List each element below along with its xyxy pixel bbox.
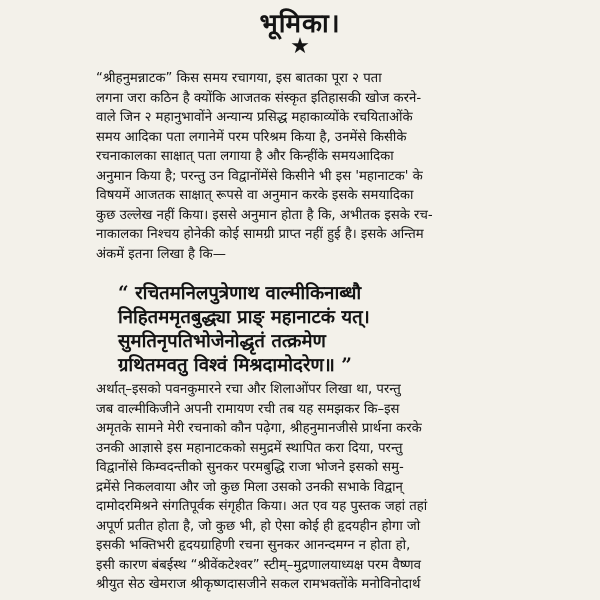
text-line: कुछ उल्लेख नहीं किया। इससे अनुमान होता है कि, अभीतक इसके रच- (96, 207, 433, 223)
verse-line: “ रचितमनिलपुत्रेणाथ वाल्मीकिनाब्धौ (118, 283, 362, 304)
text-line: रचनाकालका साक्षात् पता लगाया है और किन्हींके समयआदिका (96, 149, 394, 164)
text-line: अनुमान किया है; परन्तु उन विद्वानोंमेंसे किसीने भी इस 'महानाटक' के (96, 168, 423, 184)
text-line: द्रमेंसे निकलवाया और जो कुछ मिला उसको उनकी सभाके विद्वान् (96, 479, 403, 495)
text-line: वाले जिन २ महानुभावोंने अन्यान्य प्रसिद्ध महाकाव्योंके रचयिताओंके (96, 110, 413, 125)
page-title: भूमिका। (259, 9, 341, 39)
text-line: अमृतके सामने मेरी रचनाको कौन पढ़ेगा, श्रीहनुमानजीसे प्रार्थना करके (96, 421, 422, 436)
text-line: विषयमें आजतक साक्षात् रूपसे वा अनुमान करके इसके समयादिका (96, 188, 414, 203)
text-line: जब वाल्मीकिजीने अपनी रामायण रची तब यह समझकर कि–इस (96, 401, 400, 417)
text-line: “श्रीहनुमन्नाटक” किस समय रचागया, इस बातका पूरा २ पता (96, 71, 382, 86)
paragraph-intro (96, 69, 520, 264)
paragraph-explanation (96, 380, 520, 595)
verse-line: निहितममृतबुद्ध्या प्राङ् महानाटकं यत्। (118, 307, 370, 328)
sanskrit-verse (118, 282, 518, 378)
text-line: उनकी आज्ञासे इस महानाटकको समुद्रमें स्थापित करा दिया, परन्तु (96, 440, 403, 456)
verse-line: ग्रथितमवतु विश्वं मिश्रदामोदरेण॥ ” (118, 355, 352, 376)
verse-line: सुमतिनृपतिभोजेनोद्धृतं तत्क्रमेण (118, 331, 326, 352)
star-ornament: ★ (290, 34, 310, 59)
text-line: अंकमें इतना लिखा है कि— (96, 246, 226, 262)
text-line: दामोदरमिश्रने संगतिपूर्वक संगृहीत किया। अत एव यह पुस्तक जहां तहां (96, 499, 428, 514)
text-line: इसकी भक्तिभरी हृदयग्राहिणी रचना सुनकर आनन्दमग्न न होता हो, (96, 538, 411, 553)
text-line: श्रीयुत सेठ खेमराज श्रीकृष्णदासजीने सकल रामभक्तोंके मनोविनोदार्थ (96, 577, 421, 592)
text-line: अर्थात्–इसको पवनकुमारने रचा और शिलाओंपर लिखा था, परन्तु (96, 382, 401, 397)
text-line: लगना जरा कठिन है क्योंकि आजतक संस्कृत इतिहासकी खोज करने- (96, 90, 422, 106)
text-line: विद्वानोंसे किम्वदन्तीको सुनकर परमबुद्धि राजा भोजने इसको समु- (96, 460, 404, 475)
text-line: समय आदिका पता लगानेमें परम परिश्रम किया है, उनमेंसे किसीके (96, 129, 407, 145)
text-line: इसी कारण बंबईस्थ “श्रीवेंकटेश्वर” स्टीम्–मुद्रणालयाध्यक्ष परम वैष्णव (96, 557, 421, 573)
text-line: नाकालका निश्चय होनेकी कोई सामग्री प्राप्त नहीं हुई है। इसके अन्तिम (96, 227, 424, 242)
text-line: अपूर्ण प्रतीत होता है, जो कुछ भी, हो ऐसा कोई ही हृदयहीन होगा जो (96, 518, 421, 534)
